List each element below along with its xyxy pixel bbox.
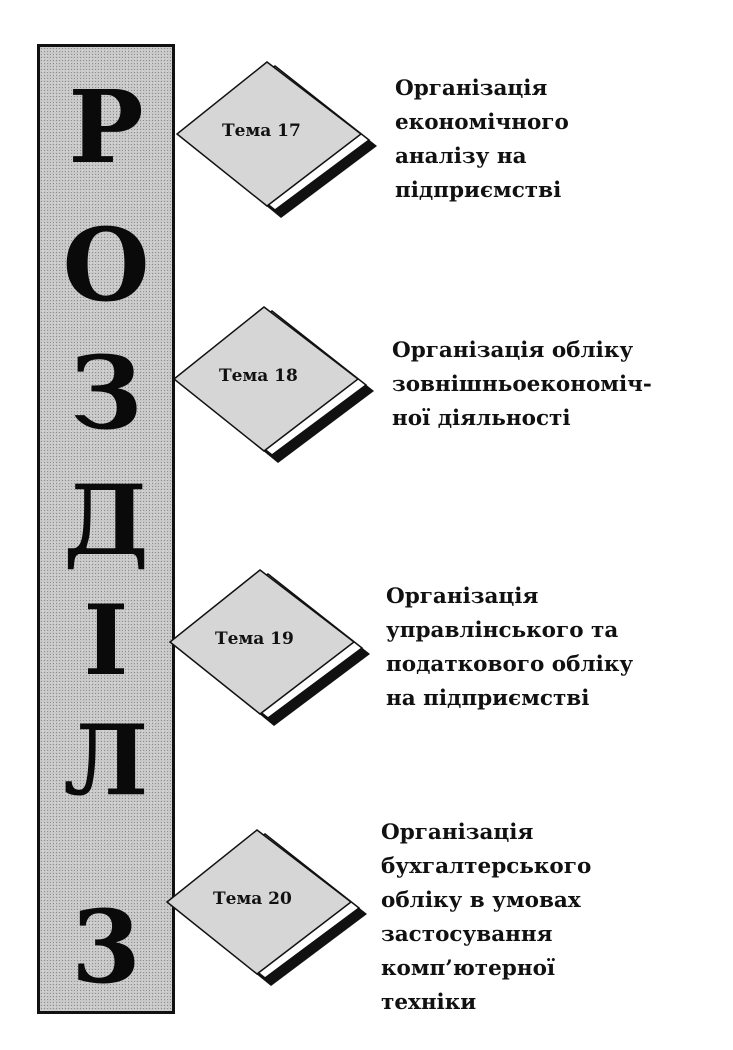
- section-letter: 3: [71, 888, 141, 1006]
- topic-title-line: підприємстві: [395, 178, 562, 203]
- topic-title-line: управлінського та: [386, 618, 619, 643]
- topic-title-line: застосування: [381, 922, 553, 947]
- topic-title-line: комп’ютерної: [381, 956, 556, 981]
- topic-title: [386, 580, 633, 716]
- section-bar: [37, 44, 175, 1014]
- topic-title-line: Організація: [395, 76, 548, 101]
- section-letter: Д: [63, 464, 149, 577]
- topic-title: [381, 816, 591, 1020]
- topic-title-line: на підприємстві: [386, 686, 590, 711]
- topic-title-line: бухгалтерського: [381, 854, 592, 879]
- section-letter: О: [62, 206, 150, 324]
- topic-title-line: Організація: [386, 584, 539, 609]
- topic-title-line: Організація обліку: [392, 338, 634, 363]
- section-letter: І: [83, 584, 129, 697]
- topic-title: [395, 72, 569, 208]
- topic-title-line: ної діяльності: [392, 406, 571, 431]
- topic-title-line: зовнішньоекономіч-: [392, 372, 652, 397]
- topic-label: Тема 17: [222, 121, 301, 141]
- topic-title-line: техніки: [381, 990, 477, 1015]
- section-letter: З: [69, 334, 143, 452]
- topic-label: Тема 20: [213, 889, 292, 909]
- topic-title-line: Організація: [381, 820, 534, 845]
- topic-title: [392, 334, 652, 436]
- topic-title-line: обліку в умовах: [381, 888, 581, 913]
- topic-title-line: аналізу на: [395, 144, 527, 169]
- section-letter: Л: [63, 704, 149, 817]
- topic-label: Тема 18: [219, 366, 298, 386]
- topic-title-line: податкового обліку: [386, 652, 634, 677]
- topic-title-line: економічного: [395, 110, 569, 135]
- section-letter: Р: [68, 68, 144, 186]
- topic-label: Тема 19: [215, 629, 294, 649]
